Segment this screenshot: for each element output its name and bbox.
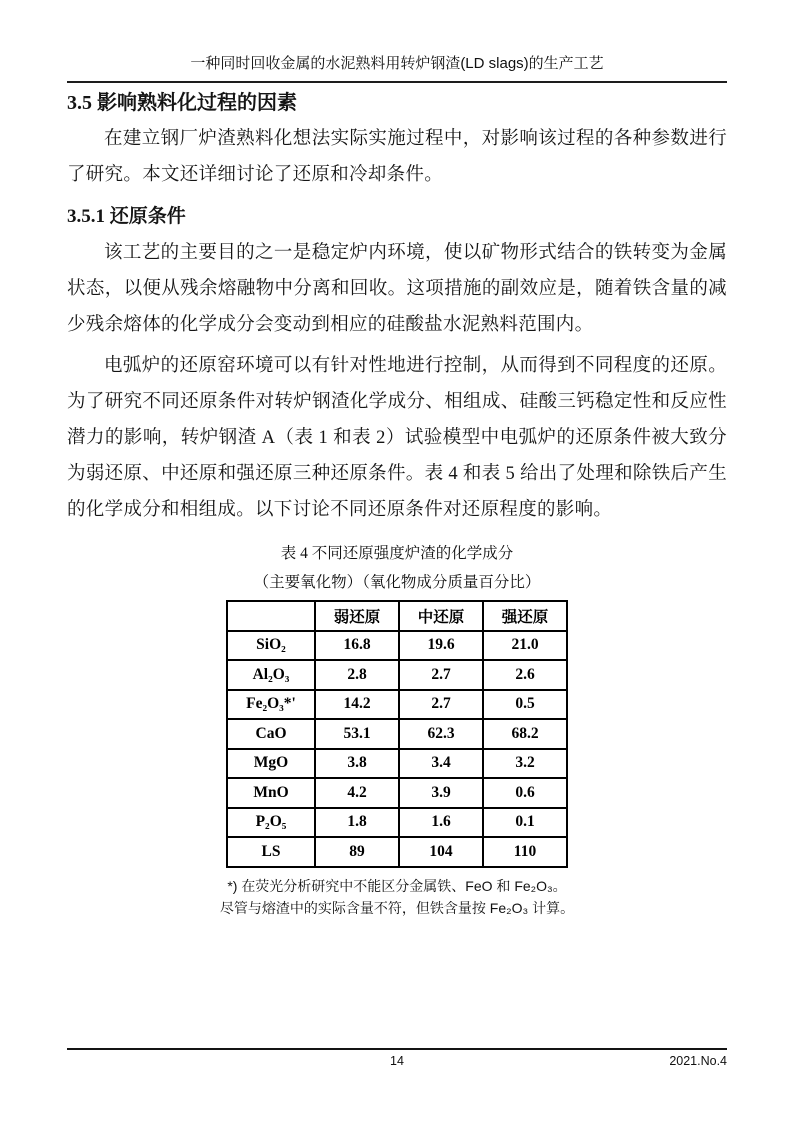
cell-value: 3.9 [399, 778, 483, 808]
paragraph-1: 在建立钢厂炉渣熟料化想法实际实施过程中，对影响该过程的各种参数进行了研究。本文还详细讨论了还原和冷却条件。 [67, 129, 727, 185]
table-row [227, 778, 567, 808]
cell-value: 1.8 [315, 808, 399, 838]
running-header [67, 54, 727, 83]
table-header-row [227, 601, 567, 631]
table-row [227, 690, 567, 720]
table-caption [67, 539, 727, 597]
cell-value: 68.2 [483, 719, 567, 749]
subsection-heading-3-5-1: 3.5.1 还原条件 [67, 206, 186, 227]
issue-number: 2021.No.4 [669, 1054, 727, 1068]
chemical-composition-table [226, 600, 568, 868]
cell-value: 14.2 [315, 690, 399, 720]
cell-value: 2.6 [483, 660, 567, 690]
row-label: CaO [227, 719, 315, 749]
footnote-line-1: *) 在荧光分析研究中不能区分金属铁、FeO 和 Fe₂O₃。 [227, 877, 567, 894]
table-caption-line-1: 表 4 不同还原强度炉渣的化学成分 [280, 545, 514, 562]
cell-value: 16.8 [315, 631, 399, 661]
cell-value: 104 [399, 837, 483, 867]
table-row [227, 837, 567, 867]
table-caption-line-2: （主要氧化物）（氧化物成分质量百分比） [253, 574, 541, 591]
column-header-blank [227, 601, 315, 631]
row-label: P₂O₅ [227, 808, 315, 838]
cell-value: 89 [315, 837, 399, 867]
cell-value: 0.1 [483, 808, 567, 838]
table-row [227, 749, 567, 779]
cell-value: 2.7 [399, 660, 483, 690]
table-footnote [67, 875, 727, 920]
paragraph-3: 电弧炉的还原窑环境可以有针对性地进行控制，从而得到不同程度的还原。为了研究不同还原条件对转炉钢渣化学成分、相组成、硅酸三钙稳定性和反应性潜力的影响，转炉钢渣 A（表 1 和表 2）试验模型中电弧炉的还原条件被大致分为弱还原、中还原和强还原三种还原条件。表 4 和表 5 给出了处理和除铁后产生的化学成分和相组成。以下讨论不同还原条件对还原程度的影响。 [67, 356, 727, 520]
page-footer [67, 1048, 727, 1080]
page-number: 14 [390, 1054, 404, 1068]
cell-value: 21.0 [483, 631, 567, 661]
cell-value: 1.6 [399, 808, 483, 838]
table-row [227, 660, 567, 690]
cell-value: 53.1 [315, 719, 399, 749]
row-label: MnO [227, 778, 315, 808]
cell-value: 2.8 [315, 660, 399, 690]
paragraph-2: 该工艺的主要目的之一是稳定炉内环境，使以矿物形式结合的铁转变为金属状态，以便从残余熔融物中分离和回收。这项措施的副效应是，随着铁含量的减少残余熔体的化学成分会变动到相应的硅酸盐水泥熟料范围内。 [67, 243, 727, 335]
cell-value: 2.7 [399, 690, 483, 720]
row-label: MgO [227, 749, 315, 779]
section-heading-3-5: 3.5 影响熟料化过程的因素 [67, 92, 297, 114]
cell-value: 62.3 [399, 719, 483, 749]
row-label: Fe₂O₃*' [227, 690, 315, 720]
table-row [227, 719, 567, 749]
row-label: LS [227, 837, 315, 867]
cell-value: 3.2 [483, 749, 567, 779]
table-row [227, 631, 567, 661]
cell-value: 19.6 [399, 631, 483, 661]
cell-value: 3.4 [399, 749, 483, 779]
cell-value: 0.5 [483, 690, 567, 720]
column-header-weak-reduction: 弱还原 [315, 601, 399, 631]
row-label: Al₂O₃ [227, 660, 315, 690]
footnote-line-2: 尽管与熔渣中的实际含量不符，但铁含量按 Fe₂O₃ 计算。 [219, 900, 575, 916]
cell-value: 110 [483, 837, 567, 867]
cell-value: 0.6 [483, 778, 567, 808]
running-header-title: 一种同时回收金属的水泥熟料用转炉钢渣(LD slags)的生产工艺 [190, 55, 604, 72]
row-label: SiO₂ [227, 631, 315, 661]
column-header-medium-reduction: 中还原 [399, 601, 483, 631]
table-row [227, 808, 567, 838]
cell-value: 4.2 [315, 778, 399, 808]
column-header-strong-reduction: 强还原 [483, 601, 567, 631]
cell-value: 3.8 [315, 749, 399, 779]
